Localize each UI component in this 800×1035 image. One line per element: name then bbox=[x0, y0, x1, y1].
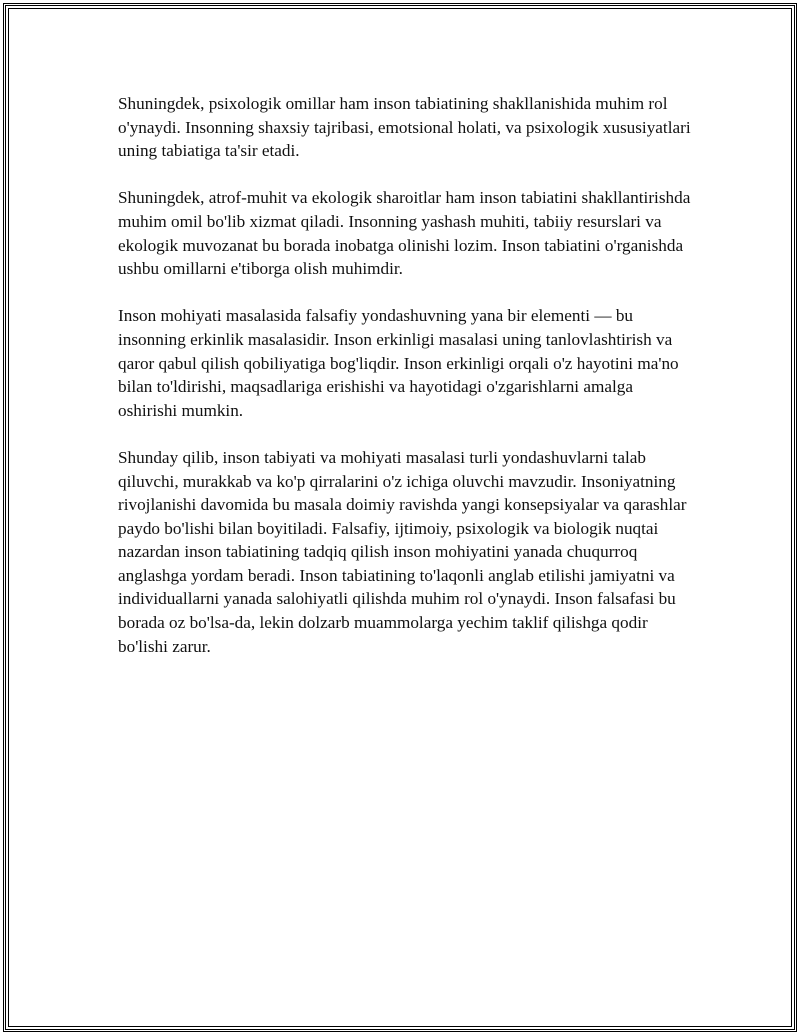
paragraph-conclusion: Shunday qilib, inson tabiyati va mohiyati masalasi turli yondashuvlarni talab qiluvchi, murakkab va ko'p qirralarini o'z ichiga oluvchi mavzudir. Insoniyatning rivojlanishi davomida bu masala doimiy ravishda yangi konsepsiyalar va qarashlar paydo bo'lishi bilan boyitiladi. Falsafiy, ijtimoiy, psixologik va biologik nuqtai nazardan inson tabiatining tadqiq qilish inson mohiyatini yanada chuqurroq anglashga yordam beradi. Inson tabiatining to'laqonli anglab etilishi jamiyatni va individuallarni yanada salohiyatli qilishda muhim rol o'ynaydi. Inson falsafasi bu borada oz bo'lsa-da, lekin dolzarb muammolarga yechim taklif qilishga qodir bo'lishi zarur. bbox=[118, 447, 687, 656]
paragraph-human-freedom: Inson mohiyati masalasida falsafiy yondashuvning yana bir elementi — bu insonning erkinlik masalasidir. Inson erkinligi masalasi uning tanlovlashtirish va qaror qabul qilish qobiliyatiga bog'liqdir. Inson erkinligi orqali o'z hayotini ma'no bilan to'ldirishi, maqsadlariga erishishi va hayotidagi o'zgarishlarni amalga oshirishi mumkin. bbox=[118, 306, 679, 420]
document-body bbox=[118, 92, 696, 682]
paragraph-psychological-factors: Shuningdek, psixologik omillar ham inson tabiatining shakllanishida muhim rol o'ynaydi. Insonning shaxsiy tajribasi, emotsional holati, va psixologik xususiyatlari uning tabiatiga ta'sir etadi. bbox=[118, 94, 691, 161]
paragraph-environmental-factors: Shuningdek, atrof-muhit va ekologik sharoitlar ham inson tabiatini shakllantirishda muhim omil bo'lib xizmat qiladi. Insonning yashash muhiti, tabiiy resurslari va ekologik muvozanat bu borada inobatga olinishi lozim. Inson tabiatini o'rganishda ushbu omillarni e'tiborga olish muhimdir. bbox=[118, 188, 691, 279]
